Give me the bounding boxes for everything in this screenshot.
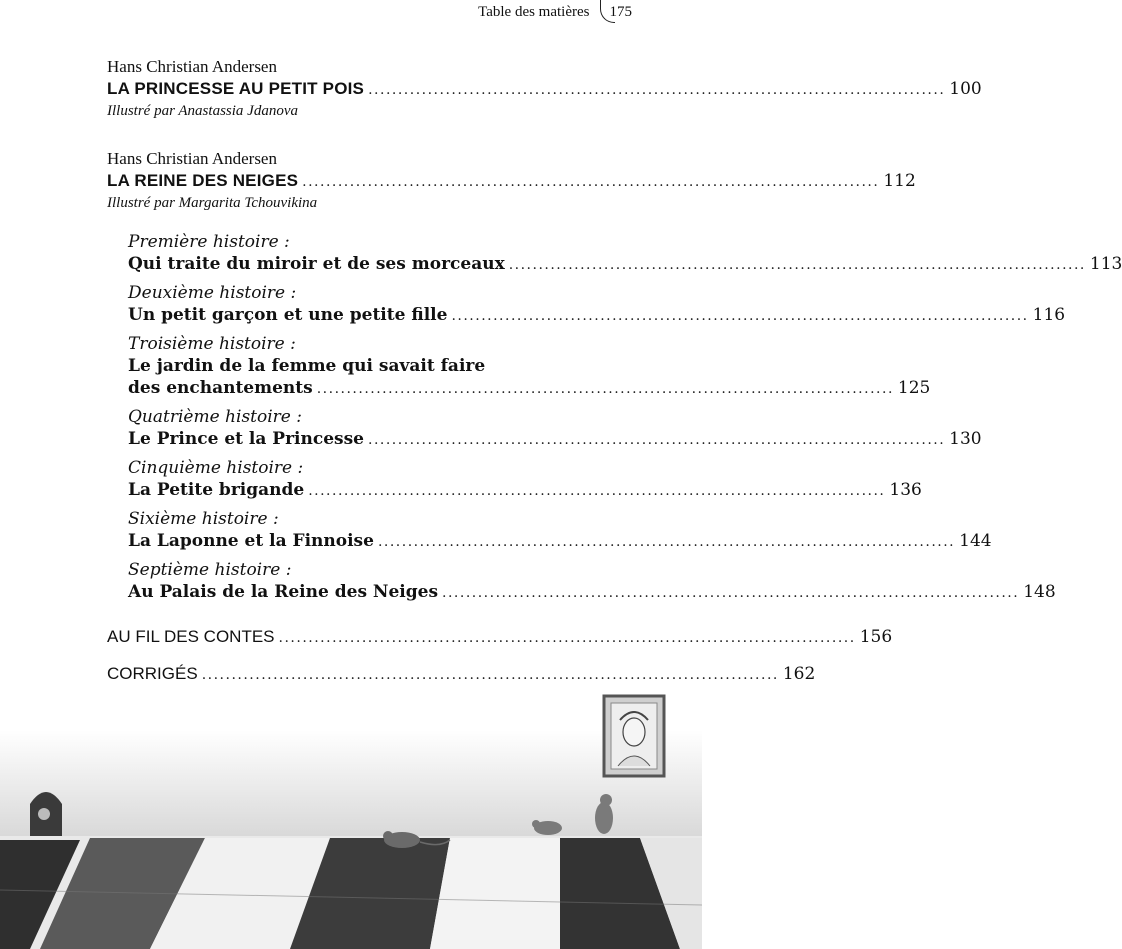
checkered-floor <box>0 836 702 949</box>
story-item <box>128 406 982 451</box>
story-item <box>128 457 922 502</box>
story-page: 148 <box>1023 582 1056 602</box>
toc-row[interactable] <box>128 479 922 502</box>
entry-author: Hans Christian Andersen <box>107 57 277 76</box>
header-title: Table des matières <box>478 3 590 20</box>
section-page: 156 <box>859 627 893 647</box>
story-label: Troisième histoire : <box>128 334 296 354</box>
entry-illustrator: Illustré par Margarita Tchouvikina <box>107 195 318 211</box>
page-number: 175 <box>600 4 633 21</box>
story-page: 136 <box>889 480 922 500</box>
story-label: Première histoire : <box>128 232 290 252</box>
story-page: 116 <box>1032 305 1066 325</box>
leader-dots: ................................................................................................. <box>316 381 894 397</box>
toc-row[interactable] <box>128 377 931 400</box>
toc-row[interactable] <box>128 530 992 553</box>
story-item <box>128 333 931 400</box>
story-title: Le Prince et la Princesse <box>128 429 364 449</box>
story-item <box>128 508 992 553</box>
toc-row[interactable] <box>128 304 1066 327</box>
leader-dots: ................................................................................................. <box>508 257 1086 273</box>
floor-illustration <box>0 690 702 949</box>
story-label: Deuxième histoire : <box>128 283 297 303</box>
story-page: 130 <box>949 429 982 449</box>
story-title: La Petite brigande <box>128 480 305 500</box>
leader-dots: ................................................................................................. <box>368 82 946 98</box>
story-label: Cinquième histoire : <box>128 458 304 478</box>
toc-row[interactable] <box>107 663 816 686</box>
story-title: Qui traite du miroir et de ses morceaux <box>128 254 505 274</box>
story-title: La Laponne et la Finnoise <box>128 531 374 551</box>
story-list <box>128 231 1122 604</box>
portrait-frame-icon <box>604 696 664 776</box>
toc-row[interactable] <box>128 253 1122 276</box>
section-title: AU FIL DES CONTES <box>107 627 275 646</box>
leader-dots: ................................................................................................. <box>302 174 880 190</box>
section-title: CORRIGÉS <box>107 664 198 683</box>
toc-entry <box>107 56 982 121</box>
entry-illustrator: Illustré par Anastassia Jdanova <box>107 103 298 119</box>
leader-dots: ................................................................................................. <box>308 483 886 499</box>
leader-dots: ................................................................................................. <box>368 432 946 448</box>
toc-row[interactable] <box>107 170 916 193</box>
story-page: 125 <box>897 378 931 398</box>
entry-title: LA PRINCESSE AU PETIT POIS <box>107 79 365 98</box>
toc-entry <box>107 148 916 213</box>
table-of-contents <box>107 56 1122 686</box>
toc-row[interactable] <box>128 428 982 451</box>
entry-page: 112 <box>883 171 916 191</box>
story-item <box>128 231 1122 276</box>
story-title: Au Palais de la Reine des Neiges <box>128 582 439 602</box>
leader-dots: ................................................................................................. <box>201 667 779 683</box>
running-header <box>478 0 632 24</box>
story-label: Septième histoire : <box>128 560 292 580</box>
section-page: 162 <box>782 664 816 684</box>
leader-dots: ................................................................................................. <box>278 630 856 646</box>
story-label: Sixième histoire : <box>128 509 279 529</box>
toc-row[interactable] <box>107 78 982 101</box>
story-page: 144 <box>959 531 992 551</box>
leader-dots: ................................................................................................. <box>377 534 956 550</box>
toc-row[interactable] <box>128 581 1056 604</box>
toc-row[interactable] <box>107 626 893 649</box>
story-title: Un petit garçon et une petite fille <box>128 305 448 325</box>
entry-title: LA REINE DES NEIGES <box>107 171 299 190</box>
mouse-hole-icon <box>30 792 62 836</box>
story-title-line: Le jardin de la femme qui savait faire <box>128 356 486 376</box>
story-item <box>128 559 1056 604</box>
leader-dots: ................................................................................................. <box>451 308 1029 324</box>
leader-dots: ................................................................................................. <box>442 585 1020 601</box>
story-label: Quatrième histoire : <box>128 407 302 427</box>
story-title: des enchantements <box>128 378 313 398</box>
story-item <box>128 282 1066 327</box>
entry-author: Hans Christian Andersen <box>107 149 277 168</box>
entry-page: 100 <box>949 79 982 99</box>
story-page: 113 <box>1089 254 1122 274</box>
